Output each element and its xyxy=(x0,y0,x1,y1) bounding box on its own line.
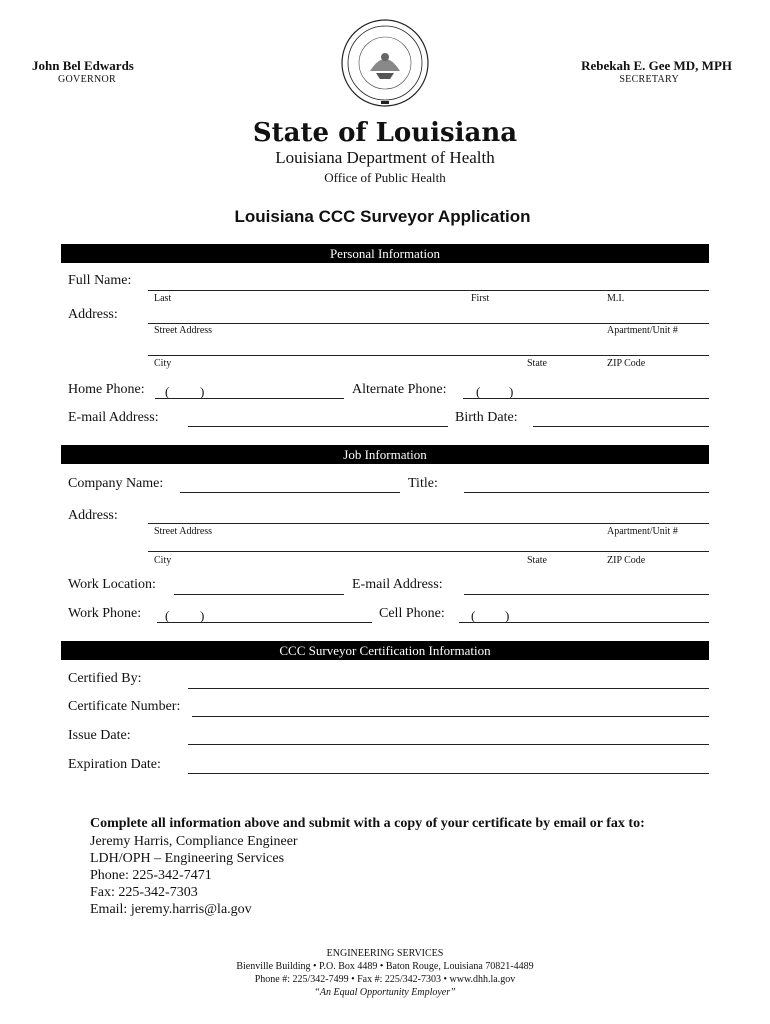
full-name-field[interactable] xyxy=(148,290,709,291)
paren-open: ( xyxy=(476,384,481,399)
street-caption: Street Address xyxy=(154,325,213,336)
secretary-name: Rebekah E. Gee MD, MPH xyxy=(581,58,732,73)
street-address-field[interactable] xyxy=(148,323,709,324)
paren-close: ) xyxy=(505,608,510,623)
paren-open: ( xyxy=(165,384,170,399)
secretary-role: SECRETARY xyxy=(619,74,679,85)
governor-name: John Bel Edwards xyxy=(32,58,134,73)
footer-line: ENGINEERING SERVICES xyxy=(326,948,444,959)
certificate-number-label: Certificate Number: xyxy=(68,699,181,714)
footer-motto: “An Equal Opportunity Employer” xyxy=(314,987,456,998)
form-title: Louisiana CCC Surveyor Application xyxy=(234,207,531,226)
state-title: State of Louisiana xyxy=(252,118,518,148)
issue-date-label: Issue Date: xyxy=(68,728,131,743)
office-name: Office of Public Health xyxy=(324,170,446,185)
governor-role: GOVERNOR xyxy=(58,74,116,85)
job-apt-caption: Apartment/Unit # xyxy=(607,526,678,537)
section-bar-personal: Personal Information xyxy=(61,244,709,263)
work-location-field[interactable] xyxy=(174,594,344,595)
home-phone-label: Home Phone: xyxy=(68,382,145,397)
company-name-label: Company Name: xyxy=(68,476,164,491)
birth-date-field[interactable] xyxy=(533,426,709,427)
instructions-heading: Complete all information above and submit with a copy of your certificate by email or fax to: xyxy=(90,816,645,831)
zip-caption: ZIP Code xyxy=(607,358,646,369)
job-address-label: Address: xyxy=(68,508,118,523)
work-phone-label: Work Phone: xyxy=(68,606,142,621)
contact-line: Jeremy Harris, Compliance Engineer xyxy=(90,834,298,849)
paren-close: ) xyxy=(509,384,514,399)
department-name: Louisiana Department of Health xyxy=(275,148,495,167)
certified-by-label: Certified By: xyxy=(68,671,142,686)
job-email-label: E-mail Address: xyxy=(352,577,443,592)
expiration-date-label: Expiration Date: xyxy=(68,757,161,772)
job-city-state-zip-field[interactable] xyxy=(148,551,709,552)
company-name-field[interactable] xyxy=(180,492,400,493)
job-state-caption: State xyxy=(527,555,547,566)
alt-phone-field[interactable] xyxy=(463,398,709,399)
job-street-field[interactable] xyxy=(148,523,709,524)
paren-open: ( xyxy=(471,608,476,623)
certified-by-field[interactable] xyxy=(188,688,709,689)
birth-date-label: Birth Date: xyxy=(455,410,518,425)
contact-line: Phone: 225-342-7471 xyxy=(90,868,212,883)
job-email-field[interactable] xyxy=(464,594,709,595)
paren-open: ( xyxy=(165,608,170,623)
work-location-label: Work Location: xyxy=(68,577,156,592)
city-caption: City xyxy=(154,358,172,369)
cell-phone-field[interactable] xyxy=(459,622,709,623)
address-label: Address: xyxy=(68,307,118,322)
contact-line: LDH/OPH – Engineering Services xyxy=(90,851,285,866)
work-phone-field[interactable] xyxy=(157,622,372,623)
expiration-date-field[interactable] xyxy=(188,773,709,774)
email-label: E-mail Address: xyxy=(68,410,159,425)
contact-line: Fax: 225-342-7303 xyxy=(90,885,198,900)
state-caption: State xyxy=(527,358,547,369)
full-name-label: Full Name: xyxy=(68,273,132,288)
job-city-caption: City xyxy=(154,555,172,566)
paren-close: ) xyxy=(200,608,205,623)
job-zip-caption: ZIP Code xyxy=(607,555,646,566)
footer-address: Bienville Building • P.O. Box 4489 • Baton Rouge, Louisiana 70821-4489 xyxy=(236,961,534,972)
state-seal-icon xyxy=(340,17,430,109)
alt-phone-label: Alternate Phone: xyxy=(352,382,447,397)
job-street-caption: Street Address xyxy=(154,526,213,537)
footer-contact: Phone #: 225/342-7499 • Fax #: 225/342-7303 • www.dhh.la.gov xyxy=(254,974,516,985)
certificate-number-field[interactable] xyxy=(192,716,709,717)
mi-caption: M.I. xyxy=(607,293,625,304)
cell-phone-label: Cell Phone: xyxy=(379,606,445,621)
email-field[interactable] xyxy=(188,426,448,427)
apt-caption: Apartment/Unit # xyxy=(607,325,678,336)
paren-close: ) xyxy=(200,384,205,399)
job-title-field[interactable] xyxy=(464,492,709,493)
home-phone-field[interactable] xyxy=(155,398,344,399)
contact-email[interactable]: Email: jeremy.harris@la.gov xyxy=(90,902,252,917)
last-caption: Last xyxy=(154,293,172,304)
section-bar-certification: CCC Surveyor Certification Information xyxy=(61,641,709,660)
job-title-label: Title: xyxy=(408,476,438,491)
city-state-zip-field[interactable] xyxy=(148,355,709,356)
first-caption: First xyxy=(471,293,490,304)
section-bar-job: Job Information xyxy=(61,445,709,464)
issue-date-field[interactable] xyxy=(188,744,709,745)
